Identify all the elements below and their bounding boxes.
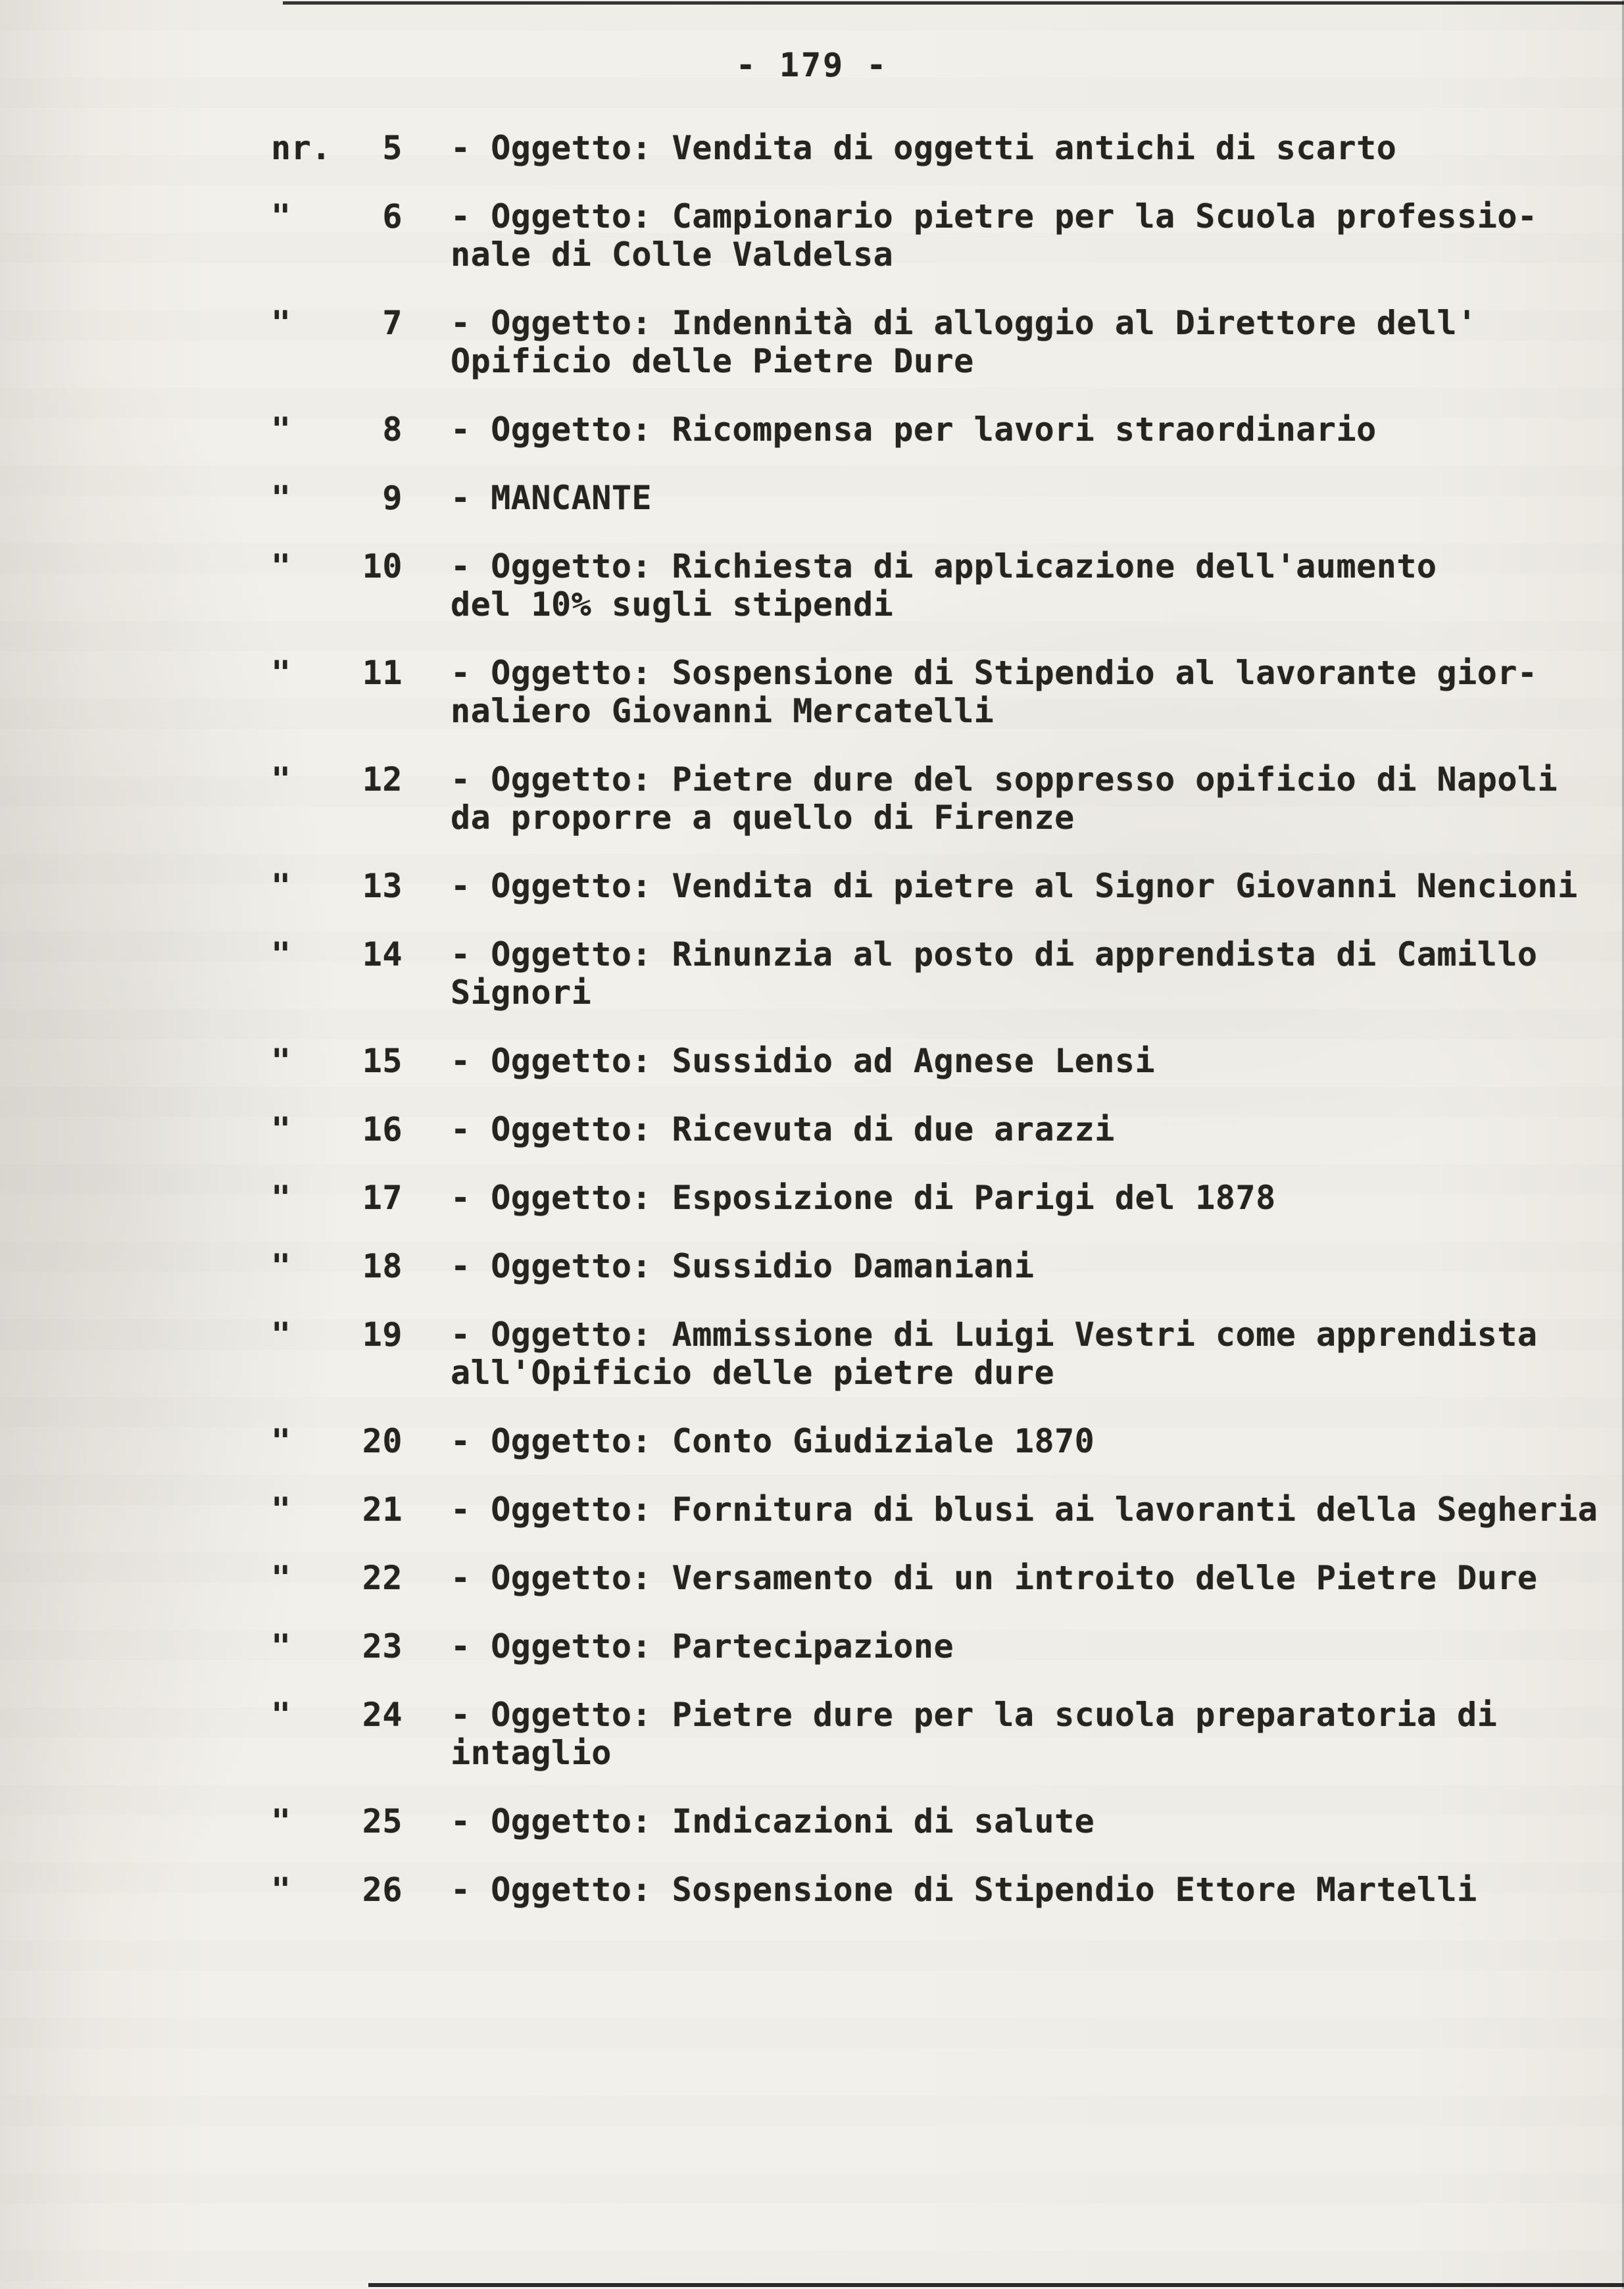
- entry-marker: nr.: [271, 129, 332, 167]
- index-entry: [0, 654, 1624, 730]
- page-number: - 179 -: [735, 46, 889, 84]
- entry-number: 8: [382, 410, 403, 449]
- entry-text-line: - Oggetto: Conto Giudiziale 1870: [451, 1422, 1095, 1460]
- entry-marker: ": [271, 547, 291, 585]
- entry-number: 14: [362, 935, 403, 973]
- entry-number: 16: [362, 1110, 403, 1148]
- entry-text-line: del 10% sugli stipendi: [451, 585, 894, 624]
- scan-artifact-bottom-edge: [368, 2283, 1624, 2287]
- entry-number: 23: [362, 1627, 403, 1665]
- entry-text: [403, 867, 1624, 905]
- entry-number: 6: [382, 197, 403, 235]
- entry-text-line: - Oggetto: Vendita di pietre al Signor Giovanni Nencioni: [451, 867, 1578, 905]
- entry-number: 9: [382, 479, 403, 517]
- entry-text-line: - Oggetto: Sussidio ad Agnese Lensi: [451, 1042, 1156, 1080]
- entry-marker: ": [271, 1871, 291, 1909]
- entry-text: [403, 197, 1624, 274]
- index-entry: [0, 1627, 1624, 1665]
- entry-marker: ": [271, 410, 291, 449]
- index-entry: [0, 410, 1624, 449]
- entry-text-line: intaglio: [451, 1734, 612, 1772]
- index-entry: [0, 935, 1624, 1012]
- entry-text: [403, 547, 1624, 624]
- entry-marker: ": [271, 935, 291, 973]
- entry-text: [403, 1627, 1624, 1665]
- entry-text-line: - Oggetto: Partecipazione: [451, 1627, 954, 1665]
- index-entry: [0, 1247, 1624, 1285]
- entry-number: 25: [362, 1802, 403, 1840]
- entry-number: 21: [362, 1490, 403, 1529]
- entry-marker: ": [271, 1179, 291, 1217]
- scan-artifact-top-edge: [283, 1, 1624, 5]
- index-entry: [0, 1316, 1624, 1392]
- entry-list: [0, 129, 1624, 1939]
- entry-text: [403, 1696, 1624, 1772]
- entry-text: [403, 1422, 1624, 1460]
- entry-text-line: - Oggetto: Sussidio Damaniani: [451, 1247, 1035, 1285]
- entry-marker: ": [271, 654, 291, 692]
- entry-text-line: - Oggetto: Ammissione di Luigi Vestri come apprendista: [451, 1316, 1538, 1354]
- entry-number: 7: [382, 304, 403, 342]
- entry-number: 20: [362, 1422, 403, 1460]
- entry-text: [403, 1042, 1624, 1080]
- entry-text-line: - Oggetto: Fornitura di blusi ai lavoranti della Segheria: [451, 1490, 1598, 1529]
- entry-text-line: naliero Giovanni Mercatelli: [451, 692, 995, 730]
- entry-text-line: - Oggetto: Sospensione di Stipendio al lavorante gior-: [451, 654, 1538, 692]
- entry-text-line: - Oggetto: Versamento di un introito delle Pietre Dure: [451, 1559, 1538, 1597]
- entry-text-line: - Oggetto: Pietre dure del soppresso opificio di Napoli: [451, 760, 1558, 799]
- entry-text-line: Signori: [451, 973, 592, 1012]
- entry-number: 24: [362, 1696, 403, 1734]
- entry-text: [403, 1871, 1624, 1909]
- entry-text-line: - MANCANTE: [451, 479, 652, 517]
- entry-number: 15: [362, 1042, 403, 1080]
- entry-marker: ": [271, 1316, 291, 1354]
- entry-text-line: nale di Colle Valdelsa: [451, 235, 894, 274]
- index-entry: [0, 1110, 1624, 1148]
- entry-text: [403, 654, 1624, 730]
- entry-marker: ": [271, 867, 291, 905]
- entry-marker: ": [271, 304, 291, 342]
- entry-text-line: da proporre a quello di Firenze: [451, 799, 1075, 837]
- entry-marker: ": [271, 1802, 291, 1840]
- entry-marker: ": [271, 1490, 291, 1529]
- entry-number: 5: [382, 129, 403, 167]
- entry-text-line: - Oggetto: Indicazioni di salute: [451, 1802, 1095, 1840]
- entry-text: [403, 1802, 1624, 1840]
- entry-text: [403, 1110, 1624, 1148]
- index-entry: [0, 867, 1624, 905]
- entry-text-line: - Oggetto: Indennità di alloggio al Direttore dell': [451, 304, 1477, 342]
- entry-marker: ": [271, 1696, 291, 1734]
- index-entry: [0, 1042, 1624, 1080]
- entry-text: [403, 129, 1624, 167]
- entry-text-line: - Oggetto: Campionario pietre per la Scuola professio-: [451, 197, 1538, 235]
- entry-text: [403, 935, 1624, 1012]
- index-entry: [0, 304, 1624, 380]
- index-entry: [0, 547, 1624, 624]
- entry-number: 12: [362, 760, 403, 799]
- entry-text-line: - Oggetto: Ricompensa per lavori straordinario: [451, 410, 1377, 449]
- entry-marker: ": [271, 1247, 291, 1285]
- entry-text: [403, 1559, 1624, 1597]
- entry-text: [403, 1490, 1624, 1529]
- index-entry: [0, 1871, 1624, 1909]
- entry-text-line: all'Opificio delle pietre dure: [451, 1354, 1055, 1392]
- index-entry: [0, 1422, 1624, 1460]
- index-entry: [0, 760, 1624, 837]
- entry-number: 10: [362, 547, 403, 585]
- entry-text: [403, 479, 1624, 517]
- index-entry: [0, 1490, 1624, 1529]
- index-entry: [0, 129, 1624, 167]
- entry-text: [403, 1179, 1624, 1217]
- entry-marker: ": [271, 1042, 291, 1080]
- index-entry: [0, 1559, 1624, 1597]
- entry-text: [403, 760, 1624, 837]
- entry-text-line: - Oggetto: Sospensione di Stipendio Ettore Martelli: [451, 1871, 1477, 1909]
- entry-marker: ": [271, 1110, 291, 1148]
- index-entry: [0, 197, 1624, 274]
- entry-number: 19: [362, 1316, 403, 1354]
- entry-text-line: - Oggetto: Ricevuta di due arazzi: [451, 1110, 1115, 1148]
- index-entry: [0, 1179, 1624, 1217]
- entry-text: [403, 1247, 1624, 1285]
- entry-text-line: - Oggetto: Pietre dure per la scuola preparatoria di: [451, 1696, 1498, 1734]
- entry-text: [403, 304, 1624, 380]
- entry-marker: ": [271, 197, 291, 235]
- entry-text-line: - Oggetto: Vendita di oggetti antichi di scarto: [451, 129, 1397, 167]
- entry-text: [403, 410, 1624, 449]
- entry-number: 18: [362, 1247, 403, 1285]
- entry-text-line: - Oggetto: Rinunzia al posto di apprendista di Camillo: [451, 935, 1538, 973]
- entry-number: 22: [362, 1559, 403, 1597]
- entry-marker: ": [271, 1627, 291, 1665]
- index-entry: [0, 1802, 1624, 1840]
- entry-marker: ": [271, 1559, 291, 1597]
- index-entry: [0, 1696, 1624, 1772]
- entry-number: 11: [362, 654, 403, 692]
- entry-number: 26: [362, 1871, 403, 1909]
- entry-text-line: - Oggetto: Richiesta di applicazione dell'aumento: [451, 547, 1437, 585]
- entry-marker: ": [271, 479, 291, 517]
- index-entry: [0, 479, 1624, 517]
- entry-marker: ": [271, 1422, 291, 1460]
- entry-marker: ": [271, 760, 291, 799]
- entry-number: 13: [362, 867, 403, 905]
- entry-text-line: - Oggetto: Esposizione di Parigi del 1878: [451, 1179, 1276, 1217]
- entry-number: 17: [362, 1179, 403, 1217]
- entry-text: [403, 1316, 1624, 1392]
- entry-text-line: Opificio delle Pietre Dure: [451, 342, 974, 380]
